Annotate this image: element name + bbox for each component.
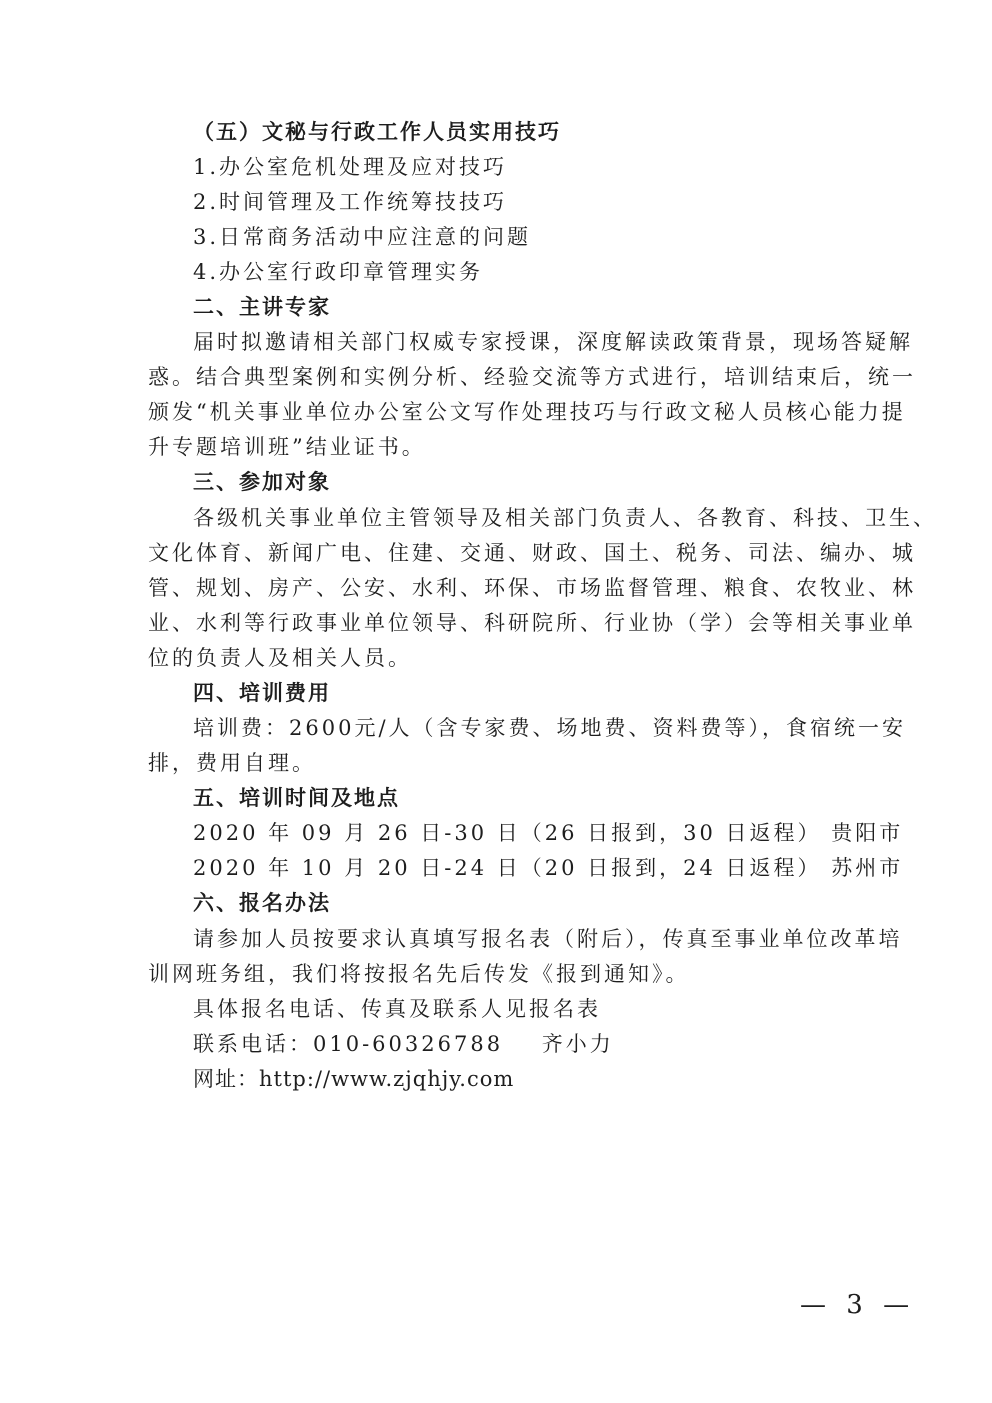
paragraph-line: 各级机关事业单位主管领导及相关部门负责人、各教育、科技、卫生、	[193, 506, 937, 530]
paragraph-line: 惑。结合典型案例和实例分析、经验交流等方式进行，培训结束后，统一	[148, 365, 916, 389]
participants-heading: 三、参加对象	[193, 470, 331, 494]
paragraph-line: 届时拟邀请相关部门权威专家授课，深度解读政策背景，现场答疑解	[193, 330, 913, 354]
paragraph-line: 位的负责人及相关人员。	[148, 646, 412, 670]
website: 网址：http://www.zjqhjy.com	[193, 1067, 515, 1091]
paragraph-line: 文化体育、新闻广电、住建、交通、财政、国土、税务、司法、编办、城	[148, 541, 916, 565]
schedule-heading: 五、培训时间及地点	[193, 786, 400, 810]
paragraph-line: 训网班务组，我们将按报名先后传发《报到通知》。	[148, 962, 690, 986]
paragraph-line: 业、水利等行政事业单位领导、科研院所、行业协（学）会等相关事业单	[148, 611, 916, 635]
experts-heading: 二、主讲专家	[193, 295, 331, 319]
paragraph-line: 请参加人员按要求认真填写报名表（附后），传真至事业单位改革培	[193, 927, 903, 951]
paragraph-line: 颁发“机关事业单位办公室公文写作处理技巧与行政文秘人员核心能力提	[148, 400, 906, 424]
schedule-line: 2020 年 10 月 20 日-24 日（20 日报到，24 日返程） 苏州市	[193, 856, 904, 880]
paragraph-line: 培训费：2600元/人（含专家费、场地费、资料费等），食宿统一安	[193, 716, 907, 740]
list-item: 3.日常商务活动中应注意的问题	[193, 225, 532, 249]
paragraph-line: 排，费用自理。	[148, 751, 316, 775]
fees-heading: 四、培训费用	[193, 681, 331, 705]
registration-heading: 六、报名办法	[193, 891, 331, 915]
list-item: 1.办公室危机处理及应对技巧	[193, 155, 508, 179]
paragraph-line: 升专题培训班”结业证书。	[148, 435, 426, 459]
section-five-heading: （五）文秘与行政工作人员实用技巧	[193, 120, 561, 144]
contact-phone: 联系电话：010-60326788 齐小力	[193, 1032, 614, 1056]
contact-note: 具体报名电话、传真及联系人见报名表	[193, 997, 601, 1021]
paragraph-line: 管、规划、房产、公安、水利、环保、市场监督管理、粮食、农牧业、林	[148, 576, 916, 600]
schedule-line: 2020 年 09 月 26 日-30 日（26 日报到，30 日返程） 贵阳市	[193, 821, 904, 845]
list-item: 2.时间管理及工作统筹技技巧	[193, 190, 508, 214]
list-item: 4.办公室行政印章管理实务	[193, 260, 484, 284]
page-number: — 3 —	[800, 1290, 916, 1320]
